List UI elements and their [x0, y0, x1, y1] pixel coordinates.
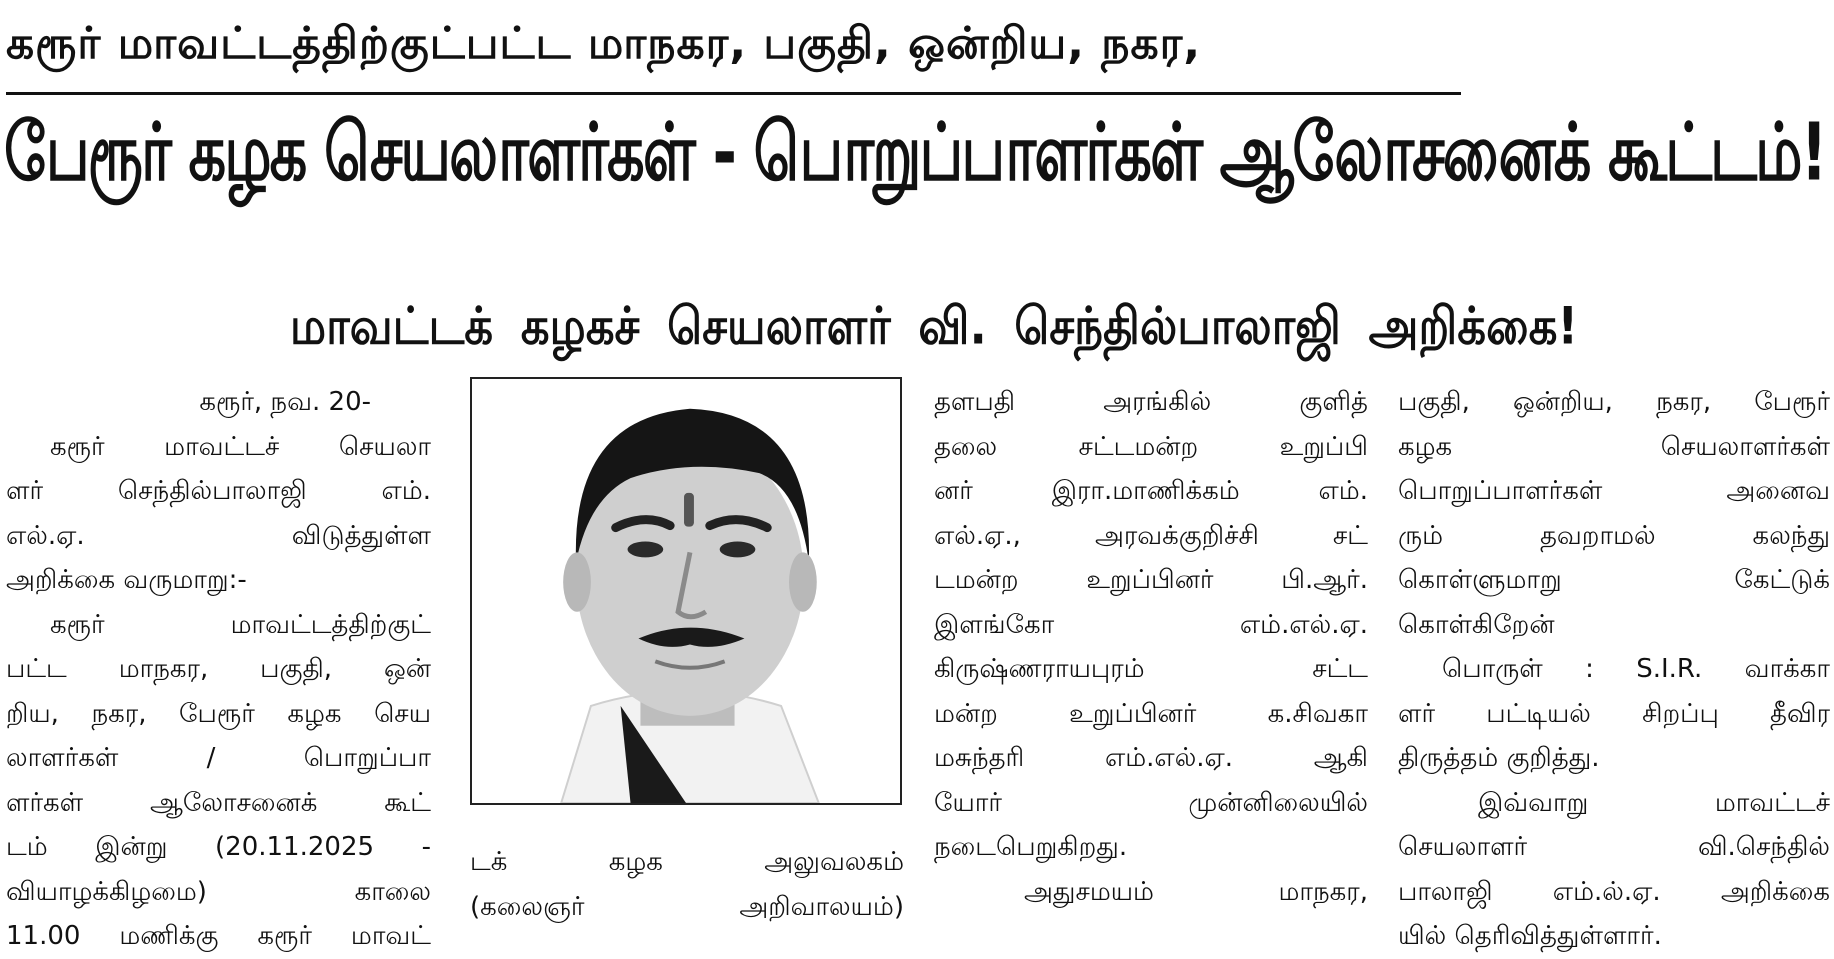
article-column-2 — [470, 840, 904, 929]
body-line: யோர் முன்னிலையில் — [934, 787, 1368, 818]
body-line: ளர் செந்தில்பாலாஜி எம். — [6, 476, 431, 506]
article-column-3 — [934, 380, 1368, 914]
portrait-illustration — [472, 379, 900, 803]
kicker-underline — [6, 92, 1461, 95]
dateline: கரூர், நவ. 20- — [199, 387, 371, 417]
portrait-photo — [470, 377, 902, 805]
body-line: கரூர் மாவட்டச் செயலா — [50, 431, 431, 462]
body-line: திருத்தம் குறித்து. — [1398, 743, 1600, 773]
body-line: (கலைஞர் அறிவாலயம்) — [470, 891, 904, 922]
body-line: நடைபெறுகிறது. — [934, 832, 1128, 862]
body-line: தளபதி அரங்கில் குளித் — [934, 387, 1368, 417]
kicker-headline: கரூர் மாவட்டத்திற்குட்பட்ட மாநகர, பகுதி, ஒன்றிய, நகர, — [6, 18, 1202, 69]
main-headline: பேரூர் கழக செயலாளர்கள் - பொறுப்பாளர்கள் ஆலோசனைக் கூட்டம்! — [4, 105, 1826, 199]
body-line: கொள்ளுமாறு கேட்டுக் — [1398, 565, 1830, 595]
body-line: டக் கழக அலுவலகம் — [470, 847, 904, 877]
body-line: பட்ட மாநகர, பகுதி, ஒன் — [6, 654, 431, 684]
body-line: டமன்ற உறுப்பினர் பி.ஆர். — [934, 565, 1368, 595]
body-line: லாளர்கள் / பொறுப்பா — [6, 743, 431, 773]
body-line: ளர்கள் ஆலோசனைக் கூட் — [6, 787, 431, 818]
body-line: அறிக்கை வருமாறு:- — [6, 565, 247, 595]
body-line: மசுந்தரி எம்.எல்.ஏ. ஆகி — [934, 743, 1368, 773]
body-line: னர் இரா.மாணிக்கம் எம். — [934, 476, 1368, 506]
body-line: யில் தெரிவித்துள்ளார். — [1398, 921, 1662, 951]
body-line: டம் இன்று (20.11.2025 - — [6, 832, 431, 862]
body-line: கிருஷ்ணராயபுரம் சட்ட — [934, 654, 1368, 684]
body-line: கொள்கிறேன் — [1398, 609, 1555, 640]
body-line: இளங்கோ எம்.எல்.ஏ. — [934, 609, 1368, 640]
article-column-1 — [6, 380, 431, 959]
body-line: பொருள் : S.I.R. வாக்கா — [1442, 654, 1830, 684]
body-line: அதுசமயம் மாநகர, — [1024, 876, 1368, 907]
body-line: 11.00 மணிக்கு கரூர் மாவட் — [6, 921, 431, 951]
body-line: கரூர் மாவட்டத்திற்குட் — [50, 609, 431, 640]
body-line: பாலாஜி எம்.ல்.ஏ. அறிக்கை — [1398, 876, 1830, 907]
sub-headline: மாவட்டக் கழகச் செயலாளர் வி. செந்தில்பாலாஜி அறிக்கை! — [290, 295, 1579, 356]
body-line: தலை சட்டமன்ற உறுப்பி — [934, 431, 1368, 462]
body-line: ரும் தவறாமல் கலந்து — [1398, 520, 1830, 551]
body-line: மன்ற உறுப்பினர் க.சிவகா — [934, 698, 1368, 729]
body-line: ளர் பட்டியல் சிறப்பு தீவிர — [1398, 698, 1830, 729]
body-line: வியாழக்கிழமை) காலை — [6, 876, 431, 907]
body-line: எல்.ஏ. விடுத்துள்ள — [6, 520, 431, 551]
body-line: பொறுப்பாளர்கள் அனைவ — [1398, 476, 1830, 506]
body-line: றிய, நகர, பேரூர் கழக செய — [6, 698, 431, 729]
body-line: செயலாளர் வி.செந்தில் — [1398, 832, 1830, 862]
body-line: எல்.ஏ., அரவக்குறிச்சி சட் — [934, 520, 1368, 551]
body-line: கழக செயலாளர்கள் — [1398, 431, 1830, 462]
body-line: பகுதி, ஒன்றிய, நகர, பேரூர் — [1398, 387, 1830, 417]
body-line: இவ்வாறு மாவட்டச் — [1478, 787, 1830, 818]
article-column-4 — [1398, 380, 1830, 959]
